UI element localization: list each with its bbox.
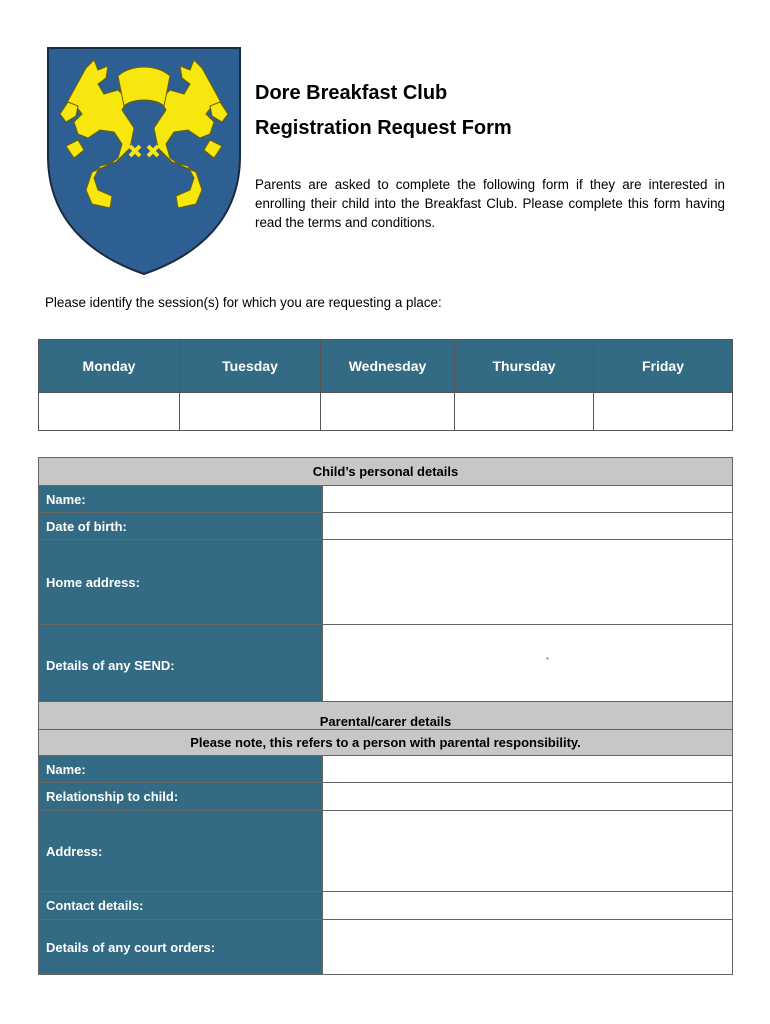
intro-text: Parents are asked to complete the following form if they are interested in enrolling their child into the Breakfast Club. Please complete this form having read the terms and conditions. [255,177,725,230]
session-wednesday-field[interactable] [321,393,455,431]
child-dob-field[interactable] [323,513,733,540]
day-header-tuesday: Tuesday [180,340,321,393]
contact-details-field[interactable] [323,892,733,920]
session-tuesday-field[interactable] [180,393,321,431]
session-friday-field[interactable] [594,393,733,431]
parent-section-heading: Parental/carer details [39,702,733,730]
session-monday-field[interactable] [39,393,180,431]
child-dob-label: Date of birth: [39,513,323,540]
sessions-table [38,339,733,431]
day-header-thursday: Thursday [455,340,594,393]
child-address-field[interactable] [323,540,733,625]
form-title: Registration Request Form [255,117,512,139]
child-send-label: Details of any SEND: [39,625,323,702]
parent-name-field[interactable] [323,756,733,783]
day-header-friday: Friday [594,340,733,393]
session-thursday-field[interactable] [455,393,594,431]
child-section-heading: Child’s personal details [39,458,733,486]
relationship-label: Relationship to child: [39,783,323,811]
child-name-label: Name: [39,486,323,513]
send-field-mark: ` [545,657,550,669]
contact-details-label: Contact details: [39,892,323,920]
parent-responsibility-note: Please note, this refers to a person with parental responsibility. [39,730,733,756]
day-header-wednesday: Wednesday [321,340,455,393]
court-orders-field[interactable] [323,920,733,975]
child-send-field[interactable] [323,625,733,702]
parent-name-label: Name: [39,756,323,783]
parent-address-field[interactable] [323,811,733,892]
page-title: Dore Breakfast Club [255,82,448,104]
dragons-shield-icon [46,46,242,276]
child-name-field[interactable] [323,486,733,513]
day-header-monday: Monday [39,340,180,393]
details-table [38,457,733,975]
sessions-prompt: Please identify the session(s) for which you are requesting a place: [45,295,442,310]
parent-address-label: Address: [39,811,323,892]
child-address-label: Home address: [39,540,323,625]
relationship-field[interactable] [323,783,733,811]
court-orders-label: Details of any court orders: [39,920,323,975]
